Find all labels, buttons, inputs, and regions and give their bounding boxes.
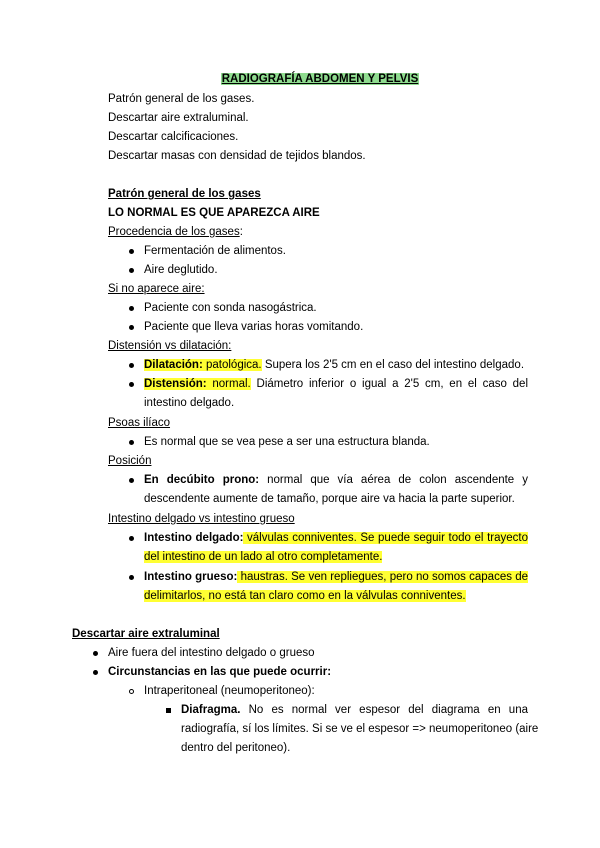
list-item-continuation: del intestino de un lado al otro completamente. [144, 551, 383, 563]
section-subheading: LO NORMAL ES QUE APAREZCA AIRE [108, 207, 320, 219]
list-item: En decúbito prono: normal que vía aérea de colon ascendente y [144, 474, 528, 486]
list-item: Fermentación de alimentos. [144, 245, 286, 257]
square-bullet-icon [166, 708, 171, 713]
intro-line: Descartar aire extraluminal. [108, 112, 249, 124]
bullet-icon [129, 382, 134, 387]
bullet-icon [129, 575, 134, 580]
list-item: Circunstancias en las que puede ocurrir: [108, 666, 332, 678]
section-heading: Descartar aire extraluminal [72, 628, 220, 640]
bullet-icon [129, 249, 134, 254]
list-item: Paciente con sonda nasogástrica. [144, 302, 317, 314]
intro-line: Descartar masas con densidad de tejidos blandos. [108, 150, 366, 162]
list-item: Intestino delgado: válvulas conniventes. Se puede seguir todo el trayecto [144, 532, 528, 544]
bullet-icon [129, 306, 134, 311]
list-item-continuation: radiografía, sí los límites. Si se ve el espesor => neumoperitoneo (aire [181, 723, 539, 735]
procedencia-label: Procedencia de los gases: [108, 226, 243, 238]
list-item-continuation: delimitarlos, no está tan claro como en la válvulas conniventes. [144, 590, 466, 602]
list-item-continuation: intestino delgado. [144, 397, 235, 409]
posicion-label: Posición [108, 455, 152, 467]
bullet-icon [129, 536, 134, 541]
list-item-continuation: dentro del peritoneo). [181, 742, 291, 754]
list-item: Dilatación: patológica. Supera los 2'5 cm en el caso del intestino delgado. [144, 359, 525, 371]
distension-label: Distensión vs dilatación: [108, 340, 232, 352]
list-item: Aire deglutido. [144, 264, 218, 276]
section-heading: Patrón general de los gases [108, 188, 261, 200]
list-item: Intestino grueso: haustras. Se ven repliegues, pero no somos capaces de [144, 571, 529, 583]
sub-list-item: Intraperitoneal (neumoperitoneo): [144, 685, 315, 697]
bullet-icon [129, 440, 134, 445]
intro-line: Patrón general de los gases. [108, 93, 255, 105]
list-item: Es normal que se vea pese a ser una estructura blanda. [144, 436, 430, 448]
list-item: Paciente que lleva varias horas vomitando. [144, 321, 364, 333]
circle-bullet-icon [129, 689, 134, 694]
intro-line: Descartar calcificaciones. [108, 131, 239, 143]
list-item: Aire fuera del intestino delgado o grueso [108, 647, 315, 659]
list-item: Distensión: normal. Diámetro inferior o igual a 2'5 cm, en el caso del [144, 378, 528, 390]
intestino-label: Intestino delgado vs intestino grueso [108, 513, 295, 525]
page-title: RADIOGRAFÍA ABDOMEN Y PELVIS [221, 73, 419, 85]
bullet-icon [129, 478, 134, 483]
psoas-label: Psoas ilíaco [108, 417, 171, 429]
bullet-icon [129, 325, 134, 330]
bullet-icon [129, 268, 134, 273]
bullet-icon [93, 670, 98, 675]
no-aire-label: Si no aparece aire: [108, 283, 205, 295]
list-item-continuation: descendente aumente de tamaño, porque aire va hacia la parte superior. [144, 493, 515, 505]
sub-sub-list-item: Diafragma. No es normal ver espesor del diagrama en una [181, 704, 528, 716]
bullet-icon [129, 363, 134, 368]
bullet-icon [93, 651, 98, 656]
